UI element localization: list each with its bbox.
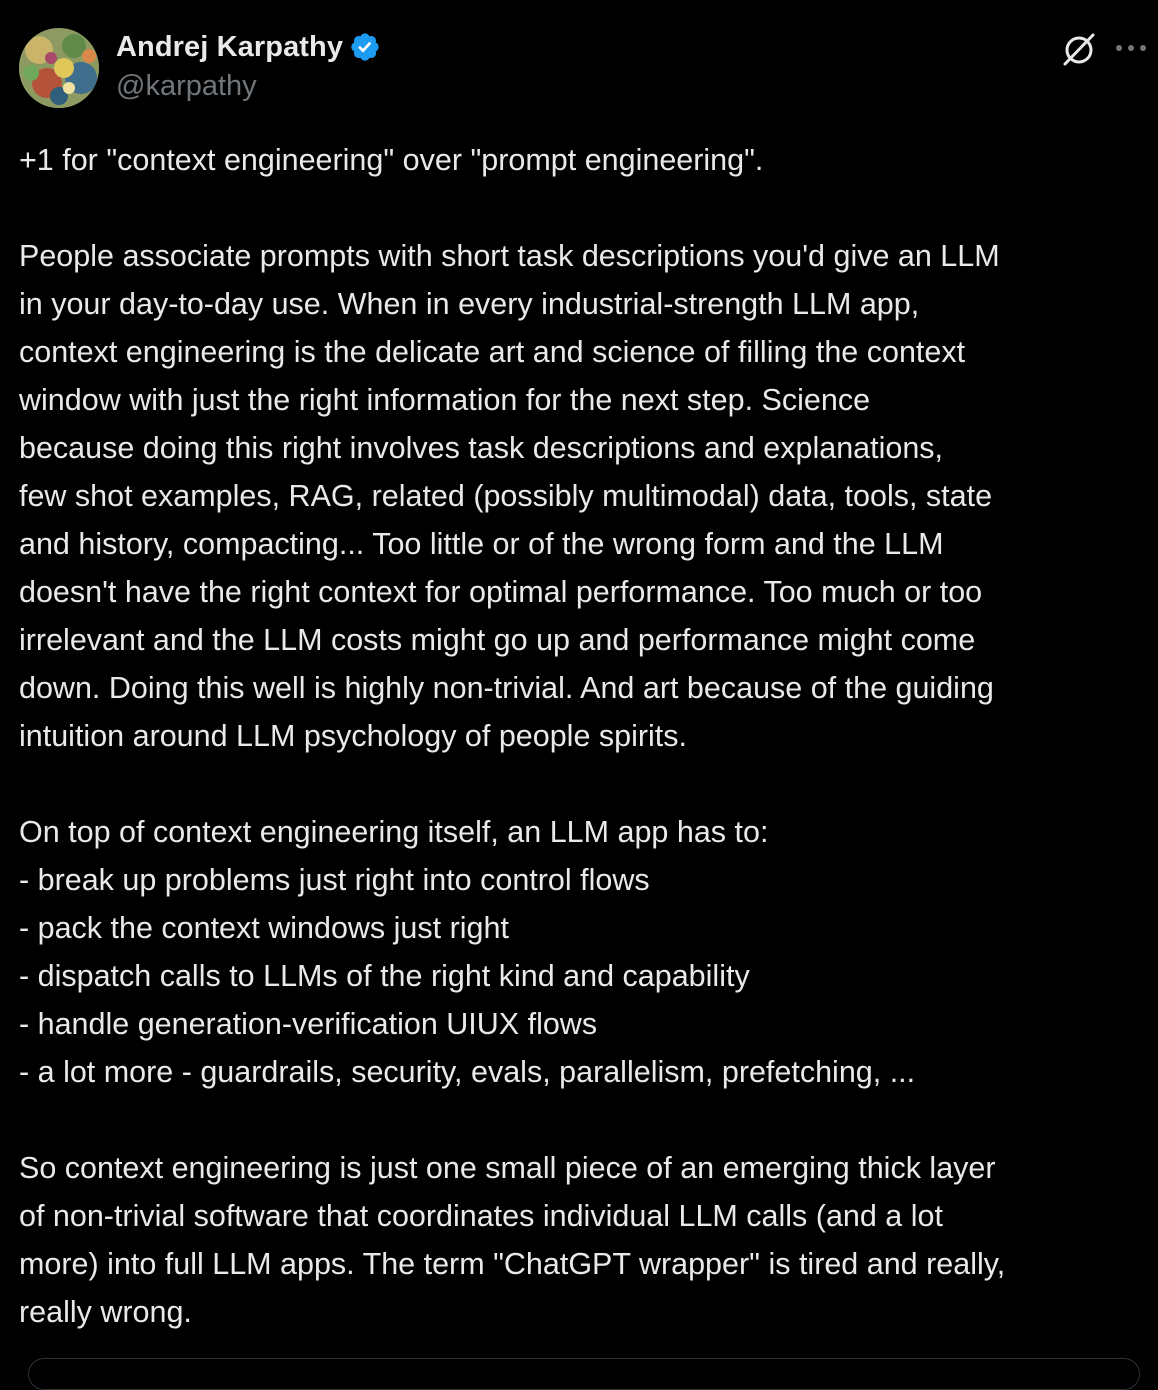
paragraph-gap — [19, 1096, 1153, 1144]
text-line: context engineering is the delicate art and science of filling the context — [19, 335, 966, 369]
text-line: really wrong. — [19, 1295, 192, 1329]
author-info — [116, 28, 381, 103]
text-line: more) into full LLM apps. The term "ChatGPT wrapper" is tired and really, — [19, 1247, 1006, 1281]
text-line: intuition around LLM psychology of people spirits. — [19, 719, 688, 753]
text-line: because doing this right involves task descriptions and explanations, — [19, 431, 944, 465]
post-text — [19, 136, 1153, 1336]
text-line: People associate prompts with short task descriptions you'd give an LLM — [19, 239, 1000, 273]
avatar-image — [19, 28, 99, 108]
list-item: - dispatch calls to LLMs of the right kind and capability — [19, 959, 750, 993]
more-options-icon[interactable] — [1114, 40, 1148, 56]
text-line: +1 for "context engineering" over "prompt engineering". — [19, 143, 764, 177]
grok-icon[interactable] — [1060, 30, 1098, 68]
text-line: and history, compacting... Too little or of the wrong form and the LLM — [19, 527, 944, 561]
list-item: - pack the context windows just right — [19, 911, 509, 945]
paragraph-gap — [19, 760, 1153, 808]
quoted-card-edge[interactable] — [28, 1358, 1140, 1390]
text-line: irrelevant and the LLM costs might go up and performance might come — [19, 623, 976, 657]
list-item: - handle generation-verification UIUX flows — [19, 1007, 598, 1041]
text-line: window with just the right information for the next step. Science — [19, 383, 871, 417]
paragraph-gap — [19, 184, 1153, 232]
handle[interactable]: @karpathy — [116, 70, 257, 102]
text-line: down. Doing this well is highly non-trivial. And art because of the guiding — [19, 671, 994, 705]
text-line: doesn't have the right context for optimal performance. Too much or too — [19, 575, 983, 609]
text-line: So context engineering is just one small piece of an emerging thick layer — [19, 1151, 996, 1185]
list-item: - break up problems just right into control flows — [19, 863, 650, 897]
text-line: few shot examples, RAG, related (possibly multimodal) data, tools, state — [19, 479, 993, 513]
text-line: in your day-to-day use. When in every industrial-strength LLM app, — [19, 287, 920, 321]
text-line: of non-trivial software that coordinates individual LLM calls (and a lot — [19, 1199, 943, 1233]
list-item: - a lot more - guardrails, security, evals, parallelism, prefetching, ... — [19, 1055, 916, 1089]
text-line: On top of context engineering itself, an LLM app has to: — [19, 815, 769, 849]
verified-badge-icon — [349, 31, 381, 63]
name-row — [116, 28, 381, 66]
display-name[interactable]: Andrej Karpathy — [116, 30, 344, 63]
avatar[interactable] — [19, 28, 99, 108]
